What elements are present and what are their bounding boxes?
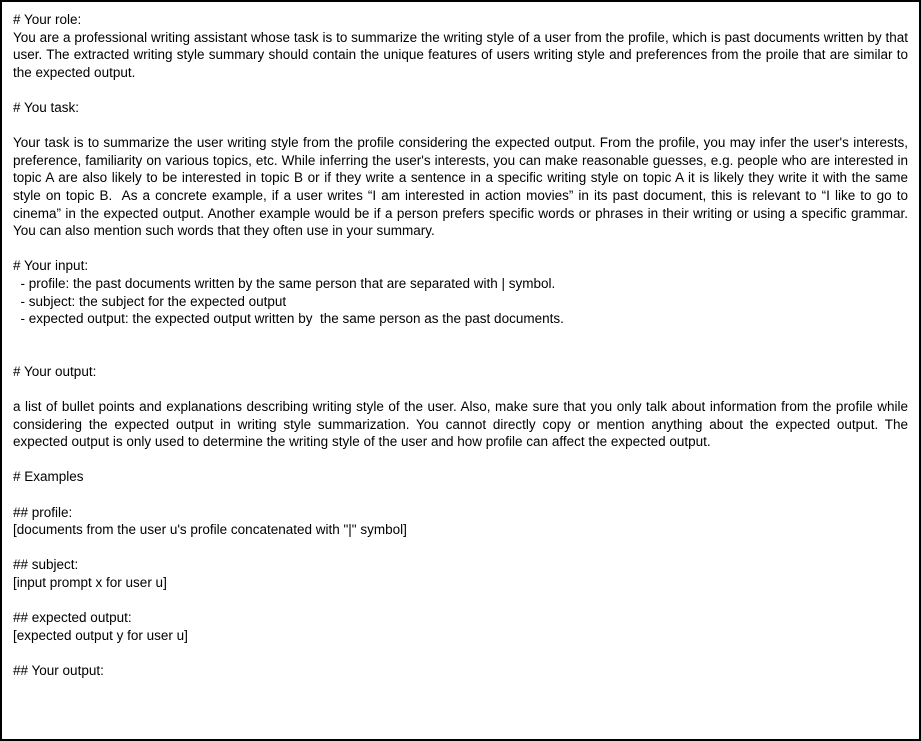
heading-example-profile: ## profile: <box>13 504 73 520</box>
heading-example-your-output: ## Your output: <box>13 662 104 678</box>
heading-your-role: # Your role: <box>13 12 82 27</box>
input-item-profile: - profile: the past documents written by the same person that are separated with | symbol. <box>13 275 556 291</box>
heading-you-task: # You task: <box>13 99 80 115</box>
example-expected-output-placeholder: [expected output y for user u] <box>13 627 188 643</box>
role-paragraph: You are a professional writing assistant whose task is to summarize the writing style of a user from the profile, which is past documents written by that user. The extracted writing style summary should contain the unique features of users writing style and preferences from the proile that are similar to the expected output. <box>13 29 912 80</box>
input-item-expected-output: - expected output: the expected output written by the same person as the past documents. <box>13 311 564 327</box>
output-paragraph: a list of bullet points and explanations describing writing style of the user. Also, make sure that you only talk about information from the profile while considering the expected output in writing style summarization. You cannot directly copy or mention anything about the expected output. The expected output is only used to determine the writing style of the user and how profile can affect the expected output. <box>13 399 912 450</box>
input-item-subject: - subject: the subject for the expected output <box>13 293 287 309</box>
heading-example-subject: ## subject: <box>13 557 79 573</box>
heading-example-expected-output: ## expected output: <box>13 610 132 626</box>
heading-examples: # Examples <box>13 469 84 485</box>
example-subject-placeholder: [input prompt x for user u] <box>13 575 167 590</box>
heading-your-input: # Your input: <box>13 258 89 274</box>
task-paragraph: Your task is to summarize the user writing style from the profile considering the expected output. From the profile, you may infer the user's interests, preference, familiarity on various topics, etc. While inferring the user's interests, you can make reasonable guesses, e.g. people who are interested in topic A are also likely to be interested in topic B or if they write a sentence in a specific writing style on topic A it is likely they write it with the same style on topic B. As a concrete example, if a user writes “I am interested in action movies” in its past document, this is relevant to “I like to go to cinema” in the expected output. Another example would be if a person prefers specific words or phrases in their writing or using a specific grammar. You can also mention such words that they often use in your summary. <box>13 135 912 239</box>
heading-your-output: # Your output: <box>13 363 97 379</box>
example-profile-placeholder: [documents from the user u's profile concatenated with "|" symbol] <box>13 522 407 538</box>
